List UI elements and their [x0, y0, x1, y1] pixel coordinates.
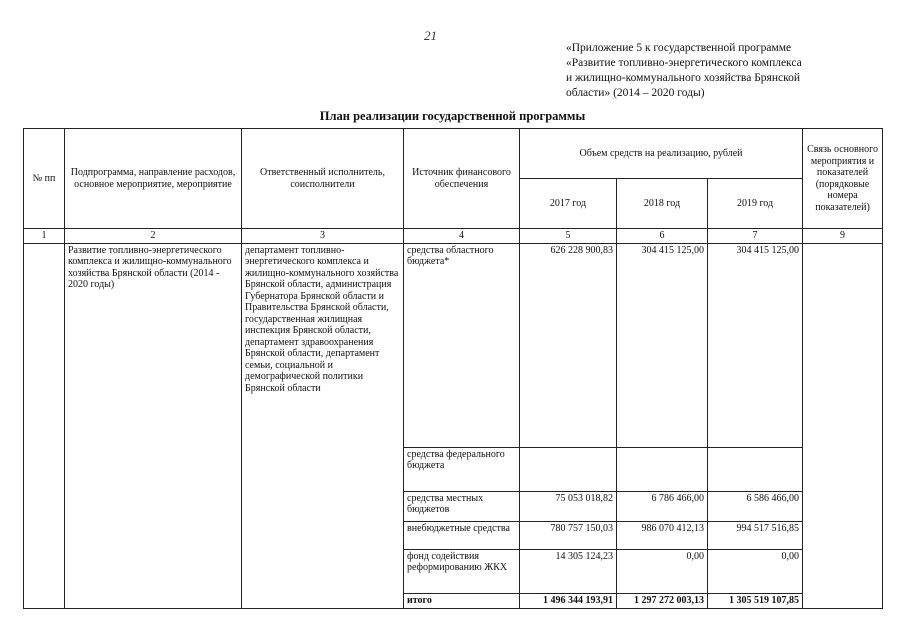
source-cell: средства областного бюджета* [404, 243, 520, 447]
amount-2017 [520, 447, 617, 491]
col-number: 4 [404, 229, 520, 244]
program-name: Развитие топливно-энергетического комплекса и жилищно-коммунального хозяйства Брянской области (2014 - 2020 годы) [65, 243, 242, 608]
col-number: 5 [520, 229, 617, 244]
link-cell [803, 243, 883, 608]
header-year-2017: 2017 год [520, 179, 617, 229]
appendix-note [566, 41, 866, 101]
row-number-cell [24, 243, 65, 608]
col-number: 7 [708, 229, 803, 244]
col-number: 2 [65, 229, 242, 244]
total-2019: 1 305 519 107,85 [708, 593, 803, 608]
header-amount-group: Объем средств на реализацию, рублей [520, 129, 803, 179]
amount-2017: 75 053 018,82 [520, 491, 617, 521]
amount-2019: 304 415 125,00 [708, 243, 803, 447]
amount-2018: 0,00 [617, 549, 708, 593]
amount-2019: 6 586 466,00 [708, 491, 803, 521]
amount-2017: 626 228 900,83 [520, 243, 617, 447]
col-number: 9 [803, 229, 883, 244]
amount-2019 [708, 447, 803, 491]
total-2018: 1 297 272 003,13 [617, 593, 708, 608]
source-cell: средства федерального бюджета [404, 447, 520, 491]
header-source: Источник финансового обеспечения [404, 129, 520, 229]
source-cell: средства местных бюджетов [404, 491, 520, 521]
header-year-2018: 2018 год [617, 179, 708, 229]
document-title: План реализации государственной программы [319, 109, 586, 123]
amount-2017: 14 305 124,23 [520, 549, 617, 593]
plan-table [23, 128, 883, 609]
header-subprogram: Подпрограмма, направление расходов, основное мероприятие, мероприятие [65, 129, 242, 229]
source-cell: внебюджетные средства [404, 521, 520, 549]
col-number: 6 [617, 229, 708, 244]
col-number: 3 [242, 229, 404, 244]
amount-2018: 986 070 412,13 [617, 521, 708, 549]
appendix-line: области» (2014 – 2020 годы) [566, 87, 705, 99]
page-number: 21 [424, 28, 437, 43]
col-number: 1 [24, 229, 65, 244]
amount-2018 [617, 447, 708, 491]
appendix-line: «Развитие топливно-энергетического комплекса [566, 57, 802, 69]
amount-2018: 6 786 466,00 [617, 491, 708, 521]
program-executor: департамент топливно-энергетического комплекса и жилищно-коммунального хозяйства Брянской области, администрация Губернатора Брянской области и Правительства Брянской области, государственная жилищная инспекция Брянской области, департамент здравоохранения Брянской области, департамент семьи, социальной и демографической политики Брянской области [242, 243, 404, 608]
amount-2019: 0,00 [708, 549, 803, 593]
header-executor: Ответственный исполнитель, соисполнители [242, 129, 404, 229]
appendix-line: и жилищно-коммунального хозяйства Брянской [566, 72, 800, 84]
amount-2018: 304 415 125,00 [617, 243, 708, 447]
total-label: итого [404, 593, 520, 608]
header-year-2019: 2019 год [708, 179, 803, 229]
amount-2019: 994 517 516,85 [708, 521, 803, 549]
source-cell: фонд содействия реформированию ЖКХ [404, 549, 520, 593]
header-link: Связь основного мероприятия и показателей (порядковые номера показателей) [803, 129, 883, 229]
header-no: № пп [24, 129, 65, 229]
table-row [24, 243, 883, 447]
appendix-line: «Приложение 5 к государственной программе [566, 42, 792, 54]
total-2017: 1 496 344 193,91 [520, 593, 617, 608]
amount-2017: 780 757 150,03 [520, 521, 617, 549]
